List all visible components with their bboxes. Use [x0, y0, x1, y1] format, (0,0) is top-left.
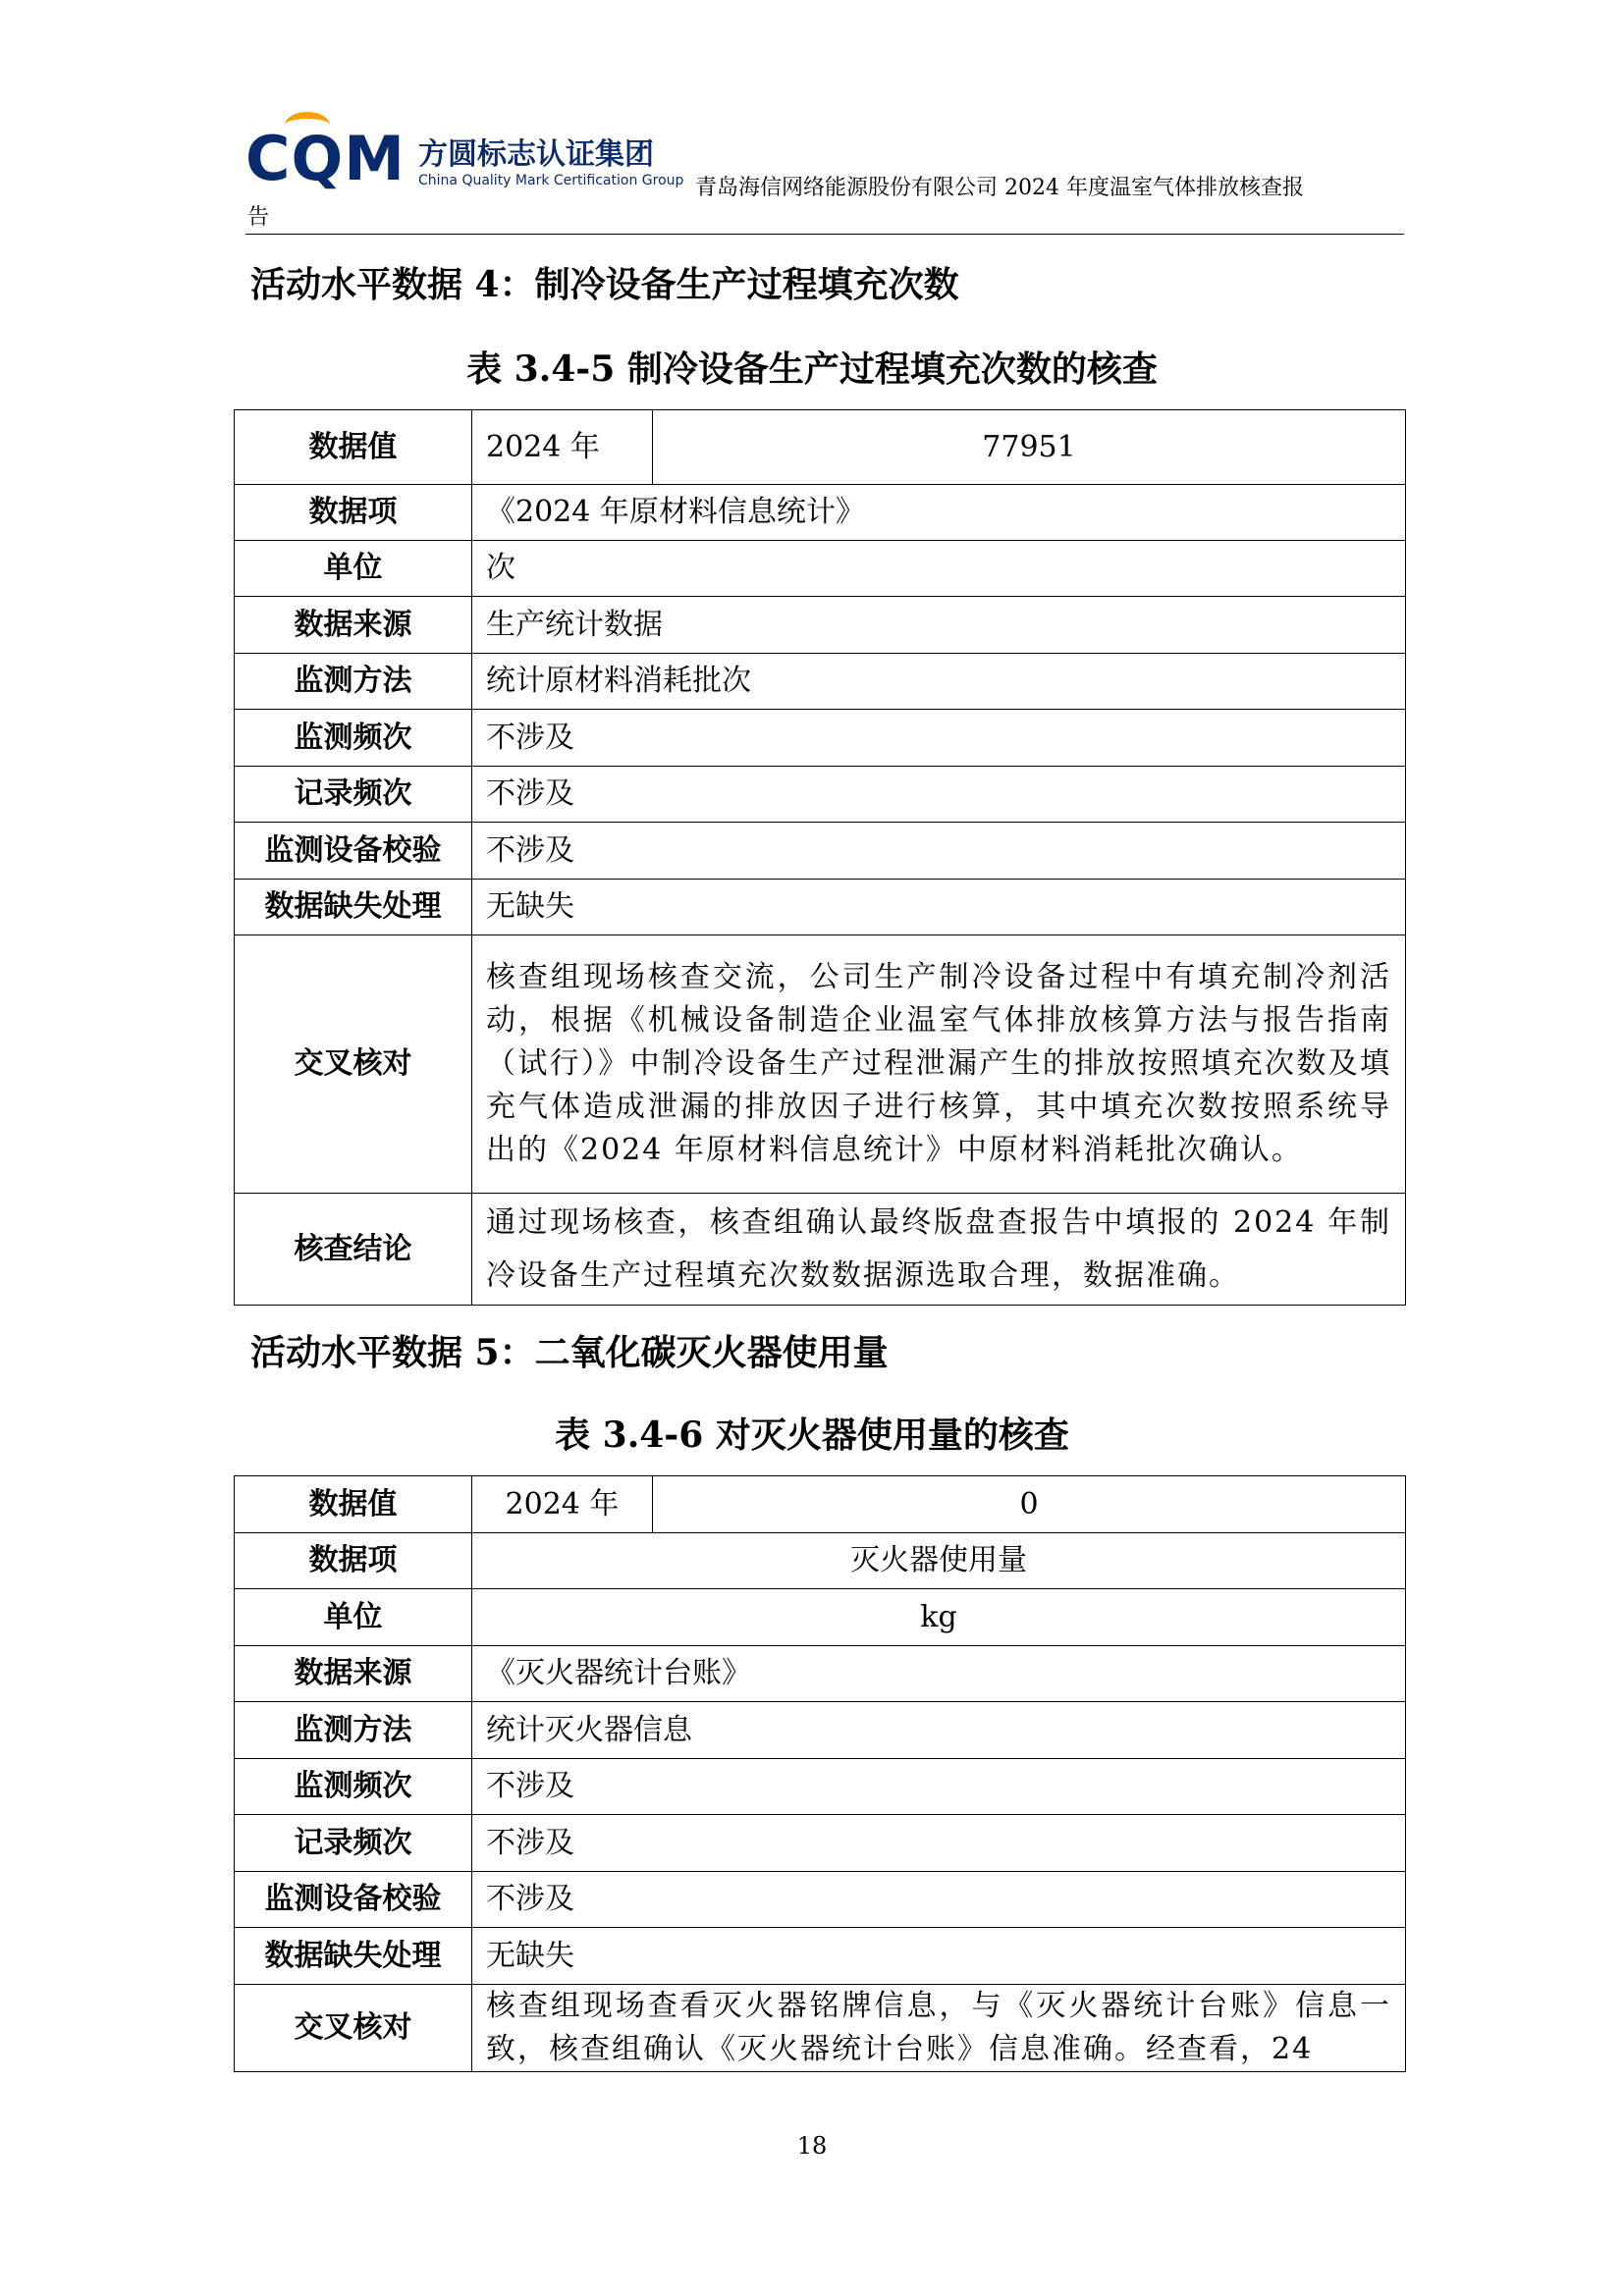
value-cell: 0 [653, 1476, 1406, 1533]
row-label: 数据项 [235, 485, 472, 541]
value-cell: 77951 [653, 410, 1406, 485]
table-extinguisher-usage [234, 1475, 1406, 2072]
table-row [235, 1702, 1406, 1759]
section-heading-5: 活动水平数据 5：二氧化碳灭火器使用量 [250, 1332, 889, 1373]
row-label: 监测方法 [235, 654, 472, 710]
row-label: 数据缺失处理 [235, 1928, 472, 1985]
row-value: 不涉及 [472, 823, 1406, 880]
table-row [235, 1928, 1406, 1985]
row-value: 核查组现场查看灭火器铭牌信息，与《灭火器统计台账》信息一致，核查组确认《灭火器统计台账》信息准确。经查看，24 [472, 1985, 1406, 2072]
table-row [235, 410, 1406, 485]
table-row [235, 710, 1406, 767]
report-title: 青岛海信网络能源股份有限公司 2024 年度温室气体排放核查报 [695, 176, 1304, 200]
row-value: 次 [472, 541, 1406, 597]
row-value: 生产统计数据 [472, 597, 1406, 654]
table-row [235, 597, 1406, 654]
table-refrigerant-filling [234, 409, 1406, 1306]
row-label: 数据来源 [235, 597, 472, 654]
row-label: 记录频次 [235, 767, 472, 823]
row-value: 灭火器使用量 [472, 1533, 1406, 1589]
row-label: 交叉核对 [235, 1985, 472, 2072]
row-value: 《灭火器统计台账》 [472, 1646, 1406, 1702]
row-value: 不涉及 [472, 1759, 1406, 1815]
table-row [235, 1533, 1406, 1589]
cqm-logo [245, 116, 684, 194]
table-row [235, 1194, 1406, 1306]
header-rule [245, 234, 1404, 235]
row-label: 数据缺失处理 [235, 880, 472, 935]
row-label: 记录频次 [235, 1815, 472, 1872]
table-row [235, 1476, 1406, 1533]
table-row [235, 1985, 1406, 2072]
table-row [235, 767, 1406, 823]
table-row [235, 880, 1406, 935]
row-value: 统计灭火器信息 [472, 1702, 1406, 1759]
table-caption-3-4-5: 表 3.4-5 制冷设备生产过程填充次数的核查 [466, 348, 1158, 390]
row-label: 数据值 [235, 410, 472, 485]
row-value: 统计原材料消耗批次 [472, 654, 1406, 710]
row-value: 不涉及 [472, 1815, 1406, 1872]
row-value: 无缺失 [472, 880, 1406, 935]
row-value: 《2024 年原材料信息统计》 [472, 485, 1406, 541]
logo-chinese-name: 方圆标志认证集团 [418, 137, 654, 172]
row-value: 通过现场核查，核查组确认最终版盘查报告中填报的 2024 年制冷设备生产过程填充次数数据源选取合理，数据准确。 [472, 1194, 1406, 1306]
report-title-tail: 告 [247, 205, 270, 230]
row-label: 单位 [235, 541, 472, 597]
row-label: 交叉核对 [235, 935, 472, 1194]
table-row [235, 1815, 1406, 1872]
row-label: 数据值 [235, 1476, 472, 1533]
page-header [245, 116, 1404, 238]
row-value: 不涉及 [472, 1872, 1406, 1928]
logo-text: CQM [245, 123, 406, 194]
table-row [235, 654, 1406, 710]
table-row [235, 485, 1406, 541]
row-label: 数据来源 [235, 1646, 472, 1702]
row-label: 数据项 [235, 1533, 472, 1589]
row-value: 不涉及 [472, 767, 1406, 823]
table-row [235, 1589, 1406, 1646]
table-row [235, 1872, 1406, 1928]
row-label: 单位 [235, 1589, 472, 1646]
year-cell: 2024 年 [472, 410, 653, 485]
table-caption-3-4-6: 表 3.4-6 对灭火器使用量的核查 [555, 1415, 1069, 1456]
row-value: 核查组现场核查交流，公司生产制冷设备过程中有填充制冷剂活动，根据《机械设备制造企业温室气体排放核算方法与报告指南（试行）》中制冷设备生产过程泄漏产生的排放按照填充次数及填充气体造成泄漏的排放因子进行核算，其中填充次数按照系统导出的《2024 年原材料信息统计》中原材料消耗批次确认。 [472, 935, 1406, 1194]
page-number: 18 [796, 2132, 828, 2160]
row-label: 监测频次 [235, 710, 472, 767]
row-value: 不涉及 [472, 710, 1406, 767]
row-label: 监测方法 [235, 1702, 472, 1759]
section-heading-4: 活动水平数据 4：制冷设备生产过程填充次数 [250, 264, 959, 305]
row-label: 监测设备校验 [235, 1872, 472, 1928]
table-row [235, 935, 1406, 1194]
row-value: kg [472, 1589, 1406, 1646]
year-cell: 2024 年 [472, 1476, 653, 1533]
table-row [235, 1759, 1406, 1815]
row-label: 核查结论 [235, 1194, 472, 1306]
table-row [235, 823, 1406, 880]
table-row [235, 541, 1406, 597]
row-label: 监测设备校验 [235, 823, 472, 880]
table-row [235, 1646, 1406, 1702]
logo-english-name: China Quality Mark Certification Group [418, 173, 684, 188]
row-value: 无缺失 [472, 1928, 1406, 1985]
row-label: 监测频次 [235, 1759, 472, 1815]
